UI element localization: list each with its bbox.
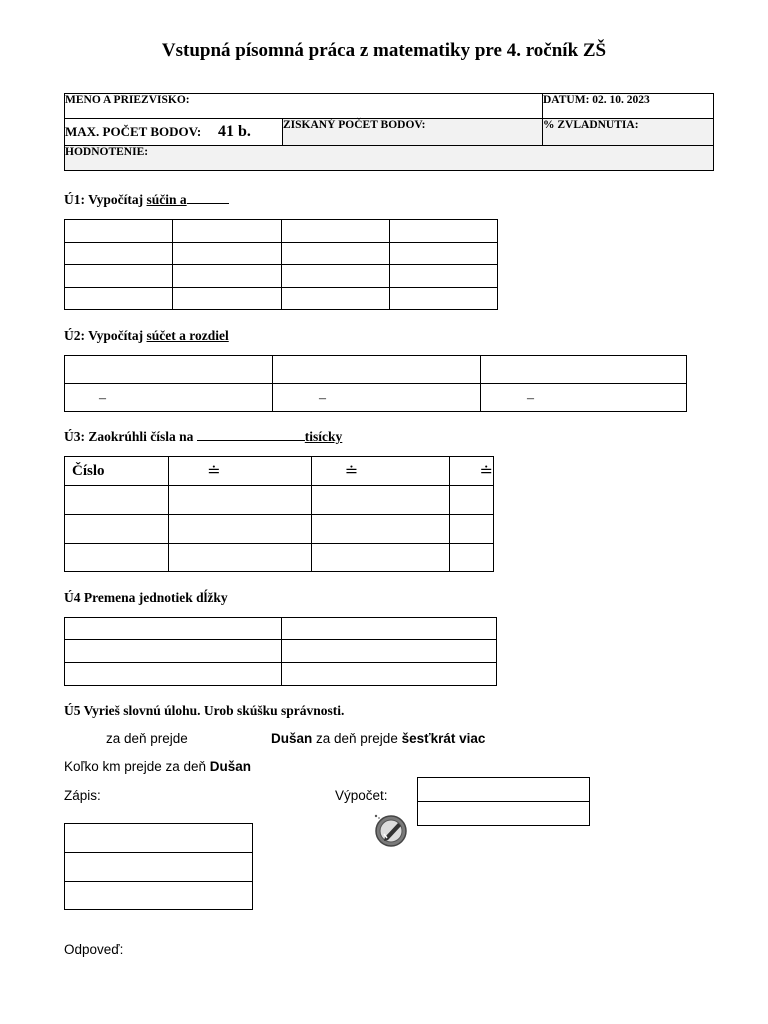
task1-cell[interactable] xyxy=(281,265,389,288)
task4-table xyxy=(64,617,497,686)
minus-sign: – xyxy=(99,390,106,406)
six-times-more: šesťkrát viac xyxy=(401,731,486,746)
pencil-check-badge-icon xyxy=(370,811,410,851)
task3-cell[interactable] xyxy=(65,486,169,515)
approx-symbol: ≐ xyxy=(169,457,312,486)
task4-cell[interactable] xyxy=(282,640,497,663)
task1-cell[interactable] xyxy=(173,220,281,243)
task2-cell[interactable] xyxy=(273,356,481,384)
task3-heading: Ú3: Zaokrúhli čísla na tisícky xyxy=(64,429,343,444)
task5-line1-b: Dušan za deň prejde šesťkrát viac xyxy=(271,731,486,746)
approx-symbol: ≐ xyxy=(311,457,449,486)
task3-cell[interactable] xyxy=(311,486,449,515)
task3-table xyxy=(64,456,494,572)
task2-cell[interactable] xyxy=(65,356,273,384)
zapis-label: Zápis: xyxy=(64,788,101,803)
zapis-table xyxy=(64,823,253,910)
task4-cell[interactable] xyxy=(282,618,497,640)
task3-underlined: tisícky xyxy=(304,429,343,444)
grade-field[interactable] xyxy=(65,146,714,171)
name-label: MENO A PRIEZVISKO: xyxy=(65,94,190,106)
approx-symbol: ≐ xyxy=(449,457,493,486)
task1-cell[interactable] xyxy=(389,265,497,288)
task3-cell[interactable] xyxy=(169,486,312,515)
name-field[interactable] xyxy=(65,94,543,119)
task1-table xyxy=(64,219,498,310)
task3-cell[interactable] xyxy=(311,544,449,572)
task5-line1-a: za deň prejde xyxy=(106,731,188,746)
task4-heading: Ú4 Premena jednotiek dĺžky xyxy=(64,590,228,605)
task3-header-cislo: Číslo xyxy=(65,457,169,486)
vypocet-cell[interactable] xyxy=(418,778,590,802)
task1-cell[interactable] xyxy=(65,220,173,243)
task1-cell[interactable] xyxy=(65,288,173,310)
mastery-field[interactable] xyxy=(543,119,714,146)
task2-underlined: súčet a rozdiel xyxy=(146,328,229,343)
max-points-value: 41 b. xyxy=(218,123,251,140)
task4-cell[interactable] xyxy=(65,640,282,663)
mastery-label: % ZVLADNUTIA: xyxy=(543,119,639,131)
max-points-cell xyxy=(65,119,283,146)
dusan-name: Dušan xyxy=(271,731,313,746)
task4-cell[interactable] xyxy=(65,618,282,640)
task1-cell[interactable] xyxy=(389,288,497,310)
task3-cell[interactable] xyxy=(65,544,169,572)
date-field xyxy=(543,94,714,119)
task5-question: Koľko km prejde za deň Dušan xyxy=(64,759,252,774)
task3-cell[interactable] xyxy=(169,515,312,544)
task3-cell[interactable] xyxy=(311,515,449,544)
task1-cell[interactable] xyxy=(281,288,389,310)
task3-blank[interactable] xyxy=(197,440,305,441)
header-table xyxy=(64,93,714,171)
vypocet-label: Výpočet: xyxy=(335,788,388,803)
task1-cell[interactable] xyxy=(173,243,281,265)
task1-cell[interactable] xyxy=(173,265,281,288)
task2-table xyxy=(64,355,687,412)
task1-cell[interactable] xyxy=(281,243,389,265)
task3-cell[interactable] xyxy=(65,515,169,544)
page-title: Vstupná písomná práca z matematiky pre 4. ročník ZŠ xyxy=(161,40,607,61)
task4-cell[interactable] xyxy=(282,663,497,686)
minus-sign: – xyxy=(319,390,326,406)
task1-cell[interactable] xyxy=(389,243,497,265)
zapis-cell[interactable] xyxy=(65,824,253,853)
task1-cell[interactable] xyxy=(65,265,173,288)
zapis-cell[interactable] xyxy=(65,882,253,910)
task1-cell[interactable] xyxy=(173,288,281,310)
max-points-label: MAX. POČET BODOV: xyxy=(65,124,202,139)
task3-cell[interactable] xyxy=(449,486,493,515)
task1-cell[interactable] xyxy=(389,220,497,243)
task2-cell[interactable] xyxy=(273,384,481,412)
odpoved-label: Odpoveď: xyxy=(64,942,124,957)
task5-heading: Ú5 Vyrieš slovnú úlohu. Urob skúšku správnosti. xyxy=(64,703,345,718)
task1-cell[interactable] xyxy=(65,243,173,265)
earned-points-label: ZISKANÝ POČET BODOV: xyxy=(283,119,426,131)
task1-underlined: súčin a xyxy=(146,192,187,207)
minus-sign: – xyxy=(527,390,534,406)
task1-heading: Ú1: Vypočítaj súčin a xyxy=(64,192,229,208)
task1-cell[interactable] xyxy=(281,220,389,243)
task3-cell[interactable] xyxy=(449,544,493,572)
task4-cell[interactable] xyxy=(65,663,282,686)
task1-blank[interactable] xyxy=(187,203,229,204)
task2-heading: Ú2: Vypočítaj súčet a rozdiel xyxy=(64,328,229,343)
earned-points-field[interactable] xyxy=(283,119,543,146)
date-label: DATUM: 02. 10. 2023 xyxy=(543,94,650,106)
task2-cell[interactable] xyxy=(481,384,687,412)
grade-label: HODNOTENIE: xyxy=(65,146,149,158)
task3-cell[interactable] xyxy=(169,544,312,572)
task2-cell[interactable] xyxy=(481,356,687,384)
task2-cell[interactable] xyxy=(65,384,273,412)
vypocet-cell[interactable] xyxy=(418,802,590,826)
zapis-cell[interactable] xyxy=(65,853,253,882)
task3-cell[interactable] xyxy=(449,515,493,544)
vypocet-table xyxy=(417,777,590,826)
